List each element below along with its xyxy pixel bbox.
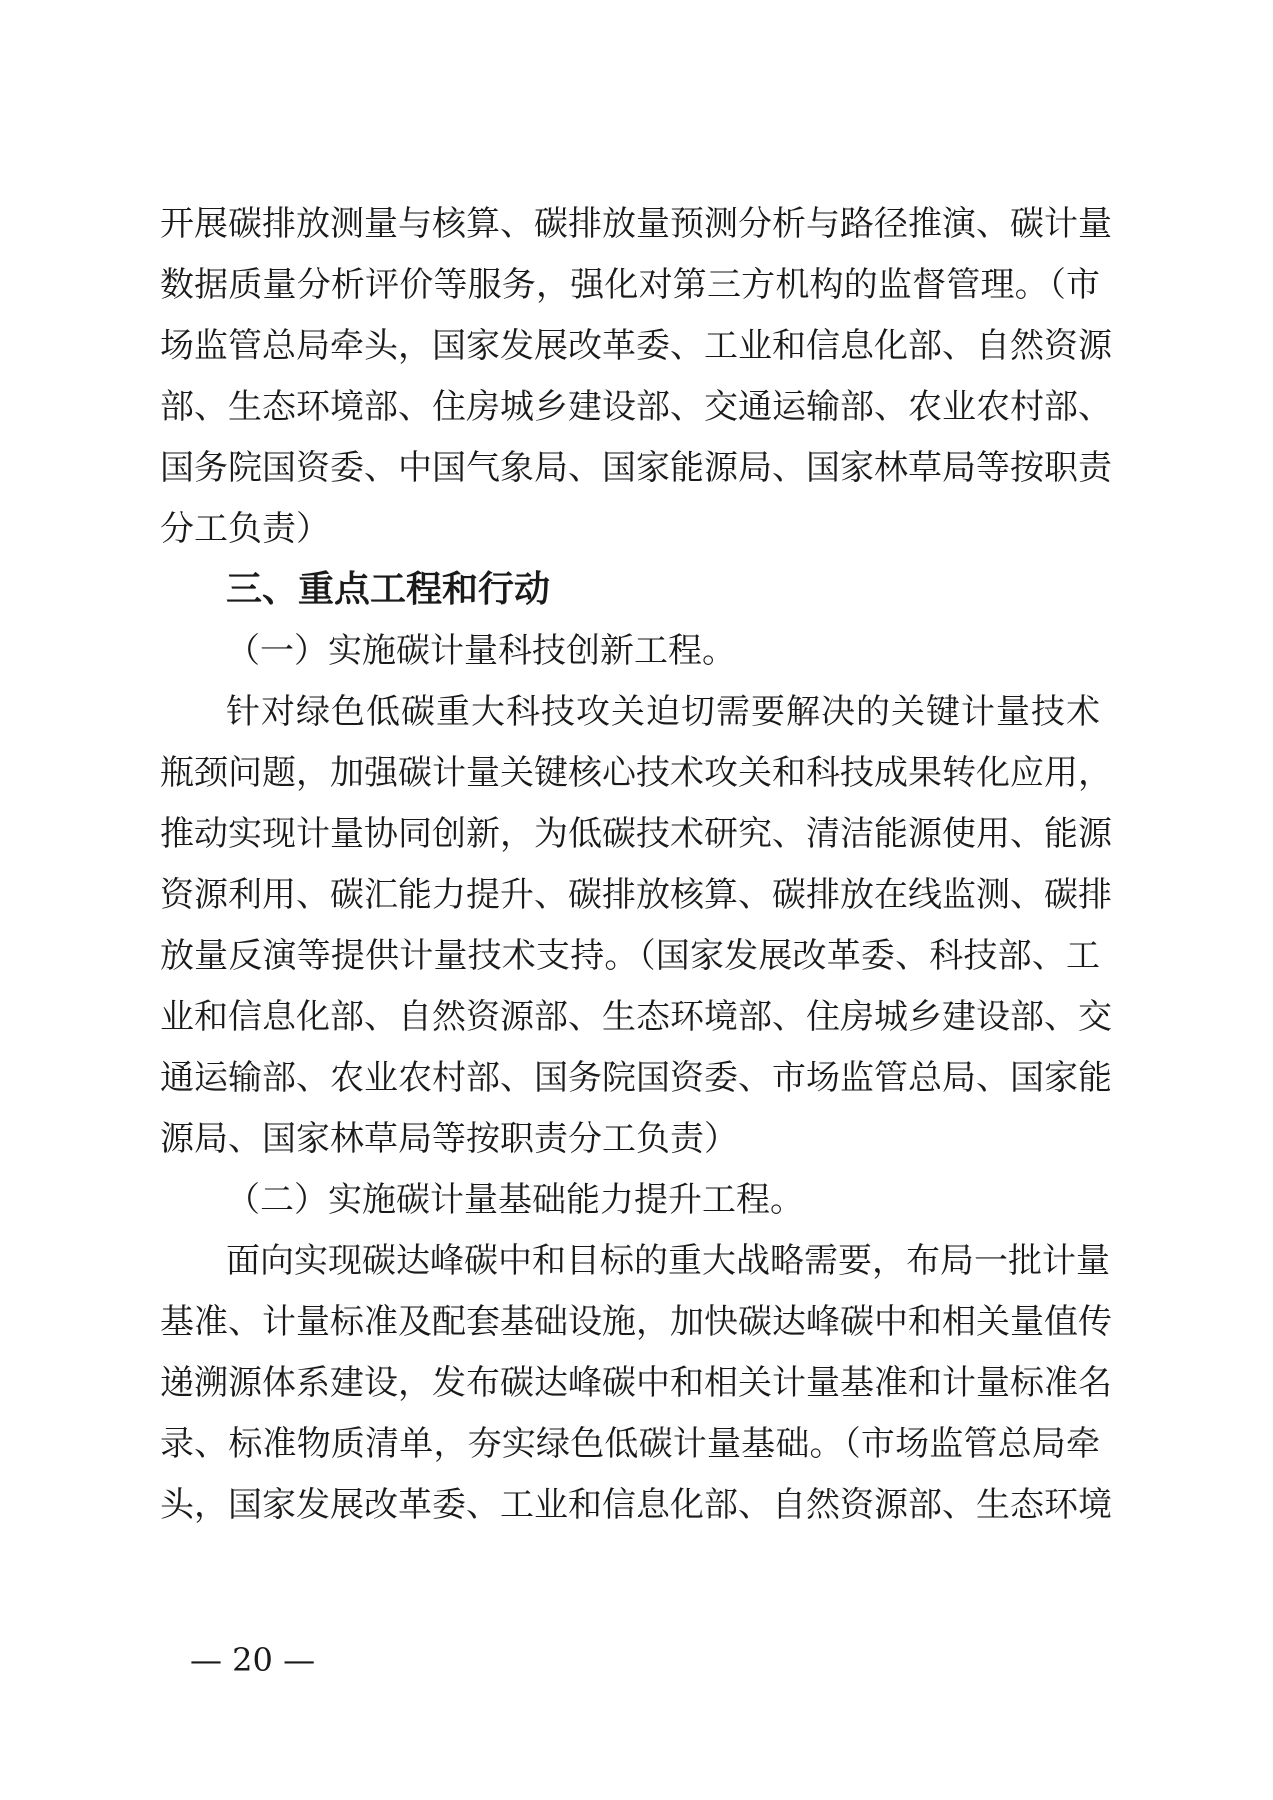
subsection-title: （二）实施碳计量基础能力提升工程。: [226, 1180, 804, 1220]
paragraph-line: 资源利用、碳汇能力提升、碳排放核算、碳排放在线监测、碳排: [160, 875, 1112, 915]
paragraph-line: 场监管总局牵头，国家发展改革委、工业和信息化部、自然资源: [160, 326, 1112, 366]
paragraph-line: 放量反演等提供计量技术支持。（国家发展改革委、科技部、工: [160, 936, 1100, 976]
paragraph-line: 录、标准物质清单，夯实绿色低碳计量基础。（市场监管总局牵: [160, 1424, 1100, 1464]
paragraph-line: 面向实现碳达峰碳中和目标的重大战略需要，布局一批计量: [226, 1241, 1110, 1281]
page-number: — 20 —: [190, 1641, 316, 1679]
paragraph-line: 数据质量分析评价等服务，强化对第三方机构的监督管理。（市: [160, 265, 1100, 305]
paragraph-line: 基准、计量标准及配套基础设施，加快碳达峰碳中和相关量值传: [160, 1302, 1112, 1342]
paragraph-line: 针对绿色低碳重大科技攻关迫切需要解决的关键计量技术: [226, 692, 1100, 732]
paragraph-line: 国务院国资委、中国气象局、国家能源局、国家林草局等按职责: [160, 448, 1112, 488]
section-heading: 三、重点工程和行动: [226, 569, 551, 610]
paragraph-line: 通运输部、农业农村部、国务院国资委、市场监管总局、国家能: [160, 1058, 1112, 1098]
subsection-title: （一）实施碳计量科技创新工程。: [226, 631, 736, 671]
paragraph-line: 源局、国家林草局等按职责分工负责）: [160, 1119, 738, 1159]
paragraph-line: 分工负责）: [160, 509, 330, 549]
paragraph-line: 推动实现计量协同创新，为低碳技术研究、清洁能源使用、能源: [160, 814, 1112, 854]
paragraph-line: 瓶颈问题，加强碳计量关键核心技术攻关和科技成果转化应用，: [160, 753, 1112, 793]
paragraph-line: 头，国家发展改革委、工业和信息化部、自然资源部、生态环境: [160, 1485, 1112, 1525]
paragraph-line: 递溯源体系建设，发布碳达峰碳中和相关计量基准和计量标准名: [160, 1363, 1112, 1403]
paragraph-line: 部、生态环境部、住房城乡建设部、交通运输部、农业农村部、: [160, 387, 1112, 427]
paragraph-line: 开展碳排放测量与核算、碳排放量预测分析与路径推演、碳计量: [160, 204, 1112, 244]
paragraph-line: 业和信息化部、自然资源部、生态环境部、住房城乡建设部、交: [160, 997, 1112, 1037]
